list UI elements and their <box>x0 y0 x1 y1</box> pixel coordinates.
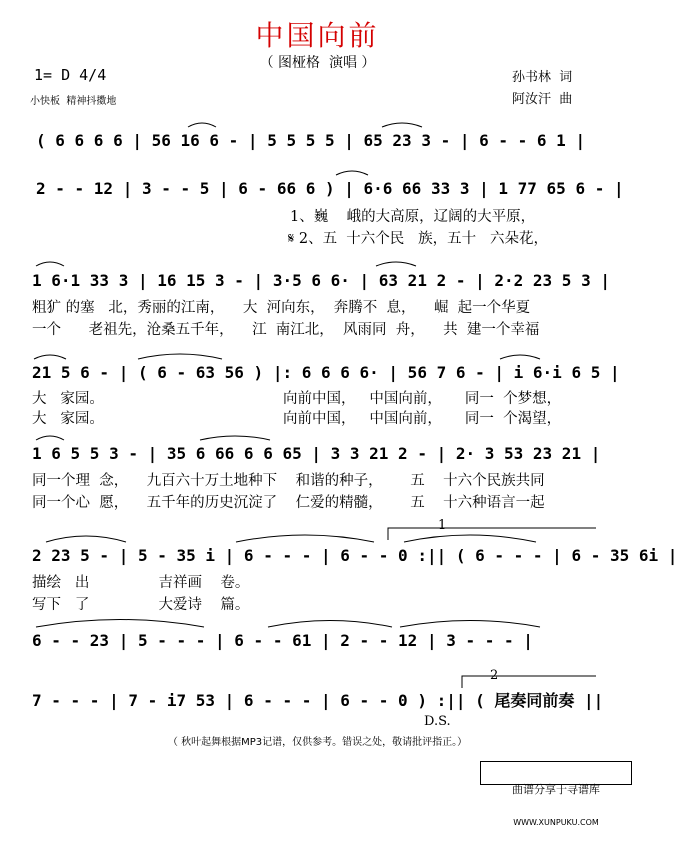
ending-1-label: 1 <box>438 518 447 533</box>
lyric-line: 写下 了 大爱诗 篇。 <box>32 597 250 613</box>
slur <box>36 620 204 628</box>
slur <box>36 436 64 440</box>
slur <box>268 621 392 628</box>
score-row: 7 - - - | 7 - i7 53 | 6 - - - | 6 - - 0 ) :|| ( 尾奏同前奏 || <box>32 691 604 710</box>
slur <box>36 262 64 266</box>
source-url: WWW.XUNPUKU.COM <box>513 818 599 827</box>
score-row: 1 6 5 5 3 - | 35 6 66 6 6 65 | 3 3 21 2 - | 2· 3 53 23 21 | <box>32 444 601 463</box>
slur <box>404 535 536 542</box>
lyric-line: 描绘 出 吉祥画 卷。 <box>32 575 250 591</box>
source-title: 曲谱分享于寻谱库 <box>512 783 600 796</box>
tempo-marking: 小快板 精神抖擞地 <box>30 96 117 107</box>
score-row: 6 - - 23 | 5 - - - | 6 - - 61 | 2 - - 12 | 3 - - - | <box>32 631 533 650</box>
slur <box>376 262 416 266</box>
lyricist-credit: 孙书林 词 <box>512 70 573 85</box>
lyric-line: 𝄋 2、五 十六个民 族，五十 六朵花， <box>288 231 548 247</box>
score-row: ( 6 6 6 6 | 56 16 6 - | 5 5 5 5 | 65 23 3 - | 6 - - 6 1 | <box>36 131 586 150</box>
lyric-line: 大 家园。 <box>32 391 104 407</box>
score-row: 21 5 6 - | ( 6 - 63 56 ) |: 6 6 6 6· | 56 7 6 - | i 6·i 6 5 | <box>32 363 620 382</box>
lyric-line: 一个 老祖先，沧桑五千年， 江 南江北， 风雨同 舟， 共 建一个幸福 <box>32 322 540 338</box>
slur <box>200 436 270 440</box>
lyric-line: 1、巍 峨的大高原，辽阔的大平原， <box>290 209 536 225</box>
dal-segno-mark: D.S. <box>424 714 451 729</box>
volta-2-bracket <box>462 676 596 688</box>
song-performer: （ 图桠格 演唱 ） <box>259 55 376 71</box>
score-row: 2 23 5 - | 5 - 35 i | 6 - - - | 6 - - 0 :|| ( 6 - - - | 6 - 35 6i | <box>32 546 677 565</box>
slur <box>336 171 368 175</box>
lyric-line: 向前中国， 中国向前， 同一 个梦想， <box>283 391 562 407</box>
composer-credit: 阿汝汗 曲 <box>512 92 573 107</box>
slur <box>34 355 66 359</box>
slur <box>138 354 222 359</box>
slur <box>188 123 216 127</box>
slur <box>46 536 126 542</box>
lyric-line: 粗犷 的塞 北，秀丽的江南， 大 河向东， 奔腾不 息， 崛 起一个华夏 <box>32 300 531 316</box>
ending-2-label: 2 <box>490 668 499 683</box>
score-row: 2 - - 12 | 3 - - 5 | 6 - 66 6 ) | 6·6 66 33 3 | 1 77 65 6 - | <box>36 179 624 198</box>
score-row: 1 6·1 33 3 | 16 15 3 - | 3·5 6 6· | 63 21 2 - | 2·2 23 5 3 | <box>32 271 610 290</box>
volta-1-bracket <box>388 528 596 540</box>
slur <box>236 535 374 542</box>
lyric-line: 同一个理 念， 九百六十万土地种下 和谐的种子， 五 十六个民族共同 <box>32 473 545 489</box>
transcriber-note: （ 秋叶起舞根据MP3记谱，仅供参考。错误之处，敬请批评指正。） <box>167 737 468 748</box>
song-title: 中国向前 <box>255 19 380 52</box>
slur <box>382 123 422 127</box>
lyric-line: 向前中国， 中国向前， 同一 个渴望， <box>283 411 562 427</box>
lyric-line: 同一个心 愿， 五千年的历史沉淀了 仁爱的精髓， 五 十六种语言一起 <box>32 495 545 511</box>
slur <box>400 621 540 628</box>
lyric-line: 大 家园。 <box>32 411 104 427</box>
key-signature: 1= D 4/4 <box>34 66 107 84</box>
slur <box>500 355 540 359</box>
